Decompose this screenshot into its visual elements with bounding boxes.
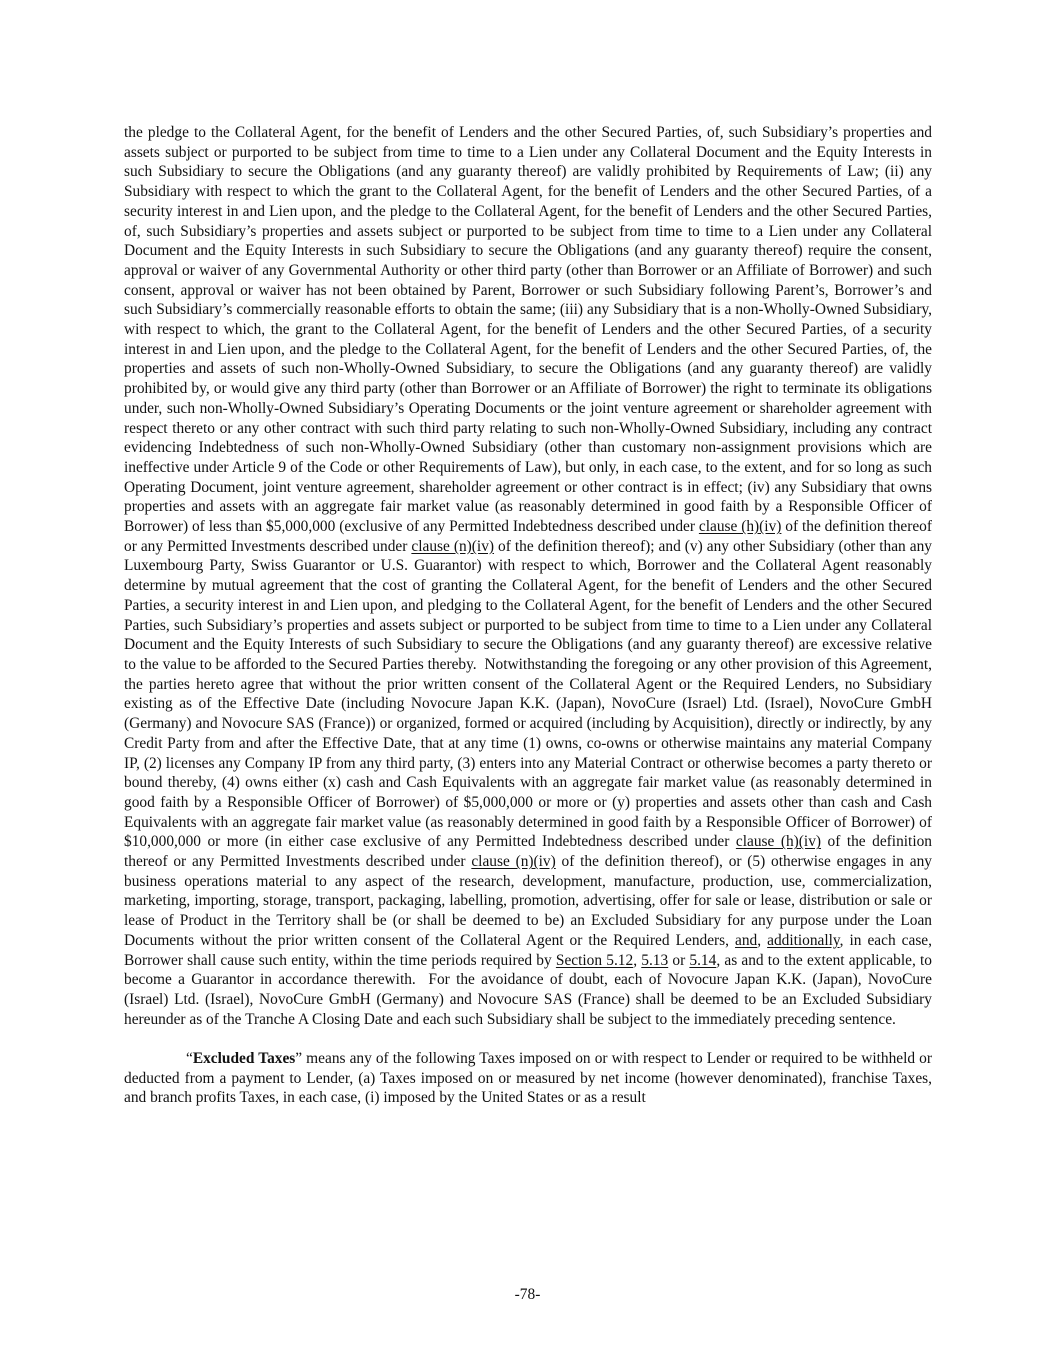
paragraph-excluded-subsidiary-continued [124, 123, 932, 1029]
text-run: , [633, 951, 642, 969]
text-run: of the definition thereof), or (5) otherwise engages in any business operations material to any aspect of the research, development, manufacture, production, use, commercialization, marketing, importing, storage, transport, packaging, labelling, promotion, advertising, offer for sale or lease, distribution or sale or lease of Product in the Territory shall be (or shall be deemed to be) an Excluded Subsidiary for any purpose under the Loan Documents without the prior written consent of the Collateral Agent or the Required Lenders, [124, 853, 932, 949]
text-run: of the definition thereof or any Permitted Investments described under [124, 518, 932, 555]
open-quote: “ [186, 1050, 193, 1068]
cross-reference-clause-h-iv: clause (h)(iv) [735, 833, 822, 851]
defined-term-excluded-taxes: Excluded Taxes [192, 1050, 296, 1068]
paragraph-excluded-taxes-definition [124, 1049, 932, 1108]
cross-reference-clause-n-iv: clause (n)(iv) [411, 537, 495, 555]
emphasis-and: and [735, 931, 758, 949]
cross-reference-section-5-13: 5.13 [641, 951, 669, 969]
page-body [124, 123, 932, 1108]
cross-reference-section-5-12: Section 5.12 [555, 951, 634, 969]
cross-reference-section-5-14: 5.14 [689, 951, 717, 969]
text-run: of the definition thereof); and (v) any other Subsidiary (other than any Luxembourg Party, Swiss Guarantor or U.S. Guarantor) with respect to which, Borrower and the Collateral Agent reasonably determine by mutual agreement that the cost of granting the Collateral Agent, for the benefit of Lenders and the other Secured Parties, a security interest in and Lien upon, and pledging to the Collateral Agent, for the benefit of Lenders and the other Secured Parties, such Subsidiary’s properties and assets subject or purported to be subject from time to time to a Lien under any Collateral Document and the Equity Interests of such Subsidiary to secure the Obligations (and any guaranty thereof) are excessive relative to the value to be afforded to the Secured Parties thereby. Notwithstanding the foregoing or any other provision of this Agreement, the parties hereto agree that without the prior written consent of the Collateral Agent or the Required Lenders, no Subsidiary existing as of the Effective Date (including Novocure Japan K.K. (Japan), NovoCure (Israel) Ltd. (Israel), NovoCure GmbH (Germany) and Novocure SAS (France)) or organized, formed or acquired (including by Acquisition), directly or indirectly, by any Credit Party from and after the Effective Date, that at any time (1) owns, co-owns or otherwise maintains any material Company IP, (2) licenses any Company IP from any third party, (3) enters into any Material Contract or otherwise becomes a party thereto or bound thereby, (4) owns either (x) cash and Cash Equivalents with an aggregate fair market value (as reasonably determined in good faith by a Responsible Officer of Borrower) of $5,000,000 or more or (y) properties and assets other than cash and Cash Equivalents with an aggregate fair market value (as reasonably determined in good faith by a Responsible Officer of Borrower) of $10,000,000 or more (in either case exclusive of any Permitted Indebtedness described under [124, 537, 932, 851]
text-run: , [757, 931, 768, 949]
text-run: ” means any of the following Taxes imposed on or with respect to Lender or required to be withheld or deducted from a payment to Lender, (a) Taxes imposed on or measured by net income (however denominated), franchise Taxes, and branch profits Taxes, in each case, (i) imposed by the United States or as a result [124, 1050, 932, 1107]
text-run: or [668, 951, 690, 969]
text-run: , as and to the extent applicable, to become a Guarantor in accordance therewith. For the avoidance of doubt, each of Novocure Japan K.K. (Japan), NovoCure (Israel) Ltd. (Israel), NovoCure GmbH (Germany) and Novocure SAS (France) shall be deemed to be an Excluded Subsidiary hereunder as of the Tranche A Closing Date and each such Subsidiary shall be subject to the immediately preceding sentence. [124, 951, 932, 1028]
text-run: of the definition thereof or any Permitted Investments described under [124, 833, 932, 871]
text-run: the pledge to the Collateral Agent, for the benefit of Lenders and the other Secured Parties, of, such Subsidiary’s properties and assets subject or purported to be subject from time to time to a Lien under any Collateral Document and the Equity Interests in such Subsidiary to secure the Obligations (and any guaranty thereof) are validly prohibited by Requirements of Law; (ii) any Subsidiary with respect to which the grant to the Collateral Agent, for the benefit of Lenders and the other Secured Parties, of a security interest in and Lien upon, and the pledge to the Collateral Agent, for the benefit of Lenders and the other Secured Parties, of, such Subsidiary’s properties and assets subject or purported to be subject from time to time to a Lien under any Collateral Document and the Equity Interests in such Subsidiary to secure the Obligations (and any guaranty thereof) require the consent, approval or waiver of any Governmental Authority or other third party (other than Borrower or an Affiliate of Borrower) and such consent, approval or waiver has not been obtained by Parent, Borrower or such Subsidiary following Parent’s, Borrower’s and such Subsidiary’s commercially reasonable efforts to obtain the same; (iii) any Subsidiary that is a non-Wholly-Owned Subsidiary, with respect to which, the grant to the Collateral Agent, for the benefit of Lenders and the other Secured Parties, of a security interest in and Lien upon, and the pledge to the Collateral Agent, for the benefit of Lenders and the other Secured Parties, of, the properties and assets of such non-Wholly-Owned Subsidiary, to secure the Obligations (and any guaranty thereof) are validly prohibited by, or would give any third party (other than Borrower or an Affiliate of Borrower) the right to terminate its obligations under, such non-Wholly-Owned Subsidiary’s Operating Documents or the joint venture agreement or shareholder agreement with respect thereto or any other contract with such third party relating to such non-Wholly-Owned Subsidiary, including any contract evidencing Indebtedness of such non-Wholly-Owned Subsidiary (other than customary non-assignment provisions which are ineffective under Article 9 of the Code or other Requirements of Law), but only, in each case, to the extent, and for so long as such Operating Document, joint venture agreement, shareholder agreement or other contract is in effect; (iv) any Subsidiary that owns properties and assets with an aggregate fair market value (as reasonably determined in good faith by a Responsible Officer of Borrower) of less than $5,000,000 (exclusive of any Permitted Indebtedness described under [124, 124, 932, 536]
emphasis-additionally: additionally [767, 931, 840, 949]
cross-reference-clause-h-iv: clause (h)(iv) [698, 518, 782, 536]
cross-reference-clause-n-iv: clause (n)(iv) [471, 853, 556, 871]
text-run: , in each case, Borrower shall cause such entity, within the time periods required by [124, 931, 932, 969]
page-number: -78- [514, 1286, 541, 1303]
